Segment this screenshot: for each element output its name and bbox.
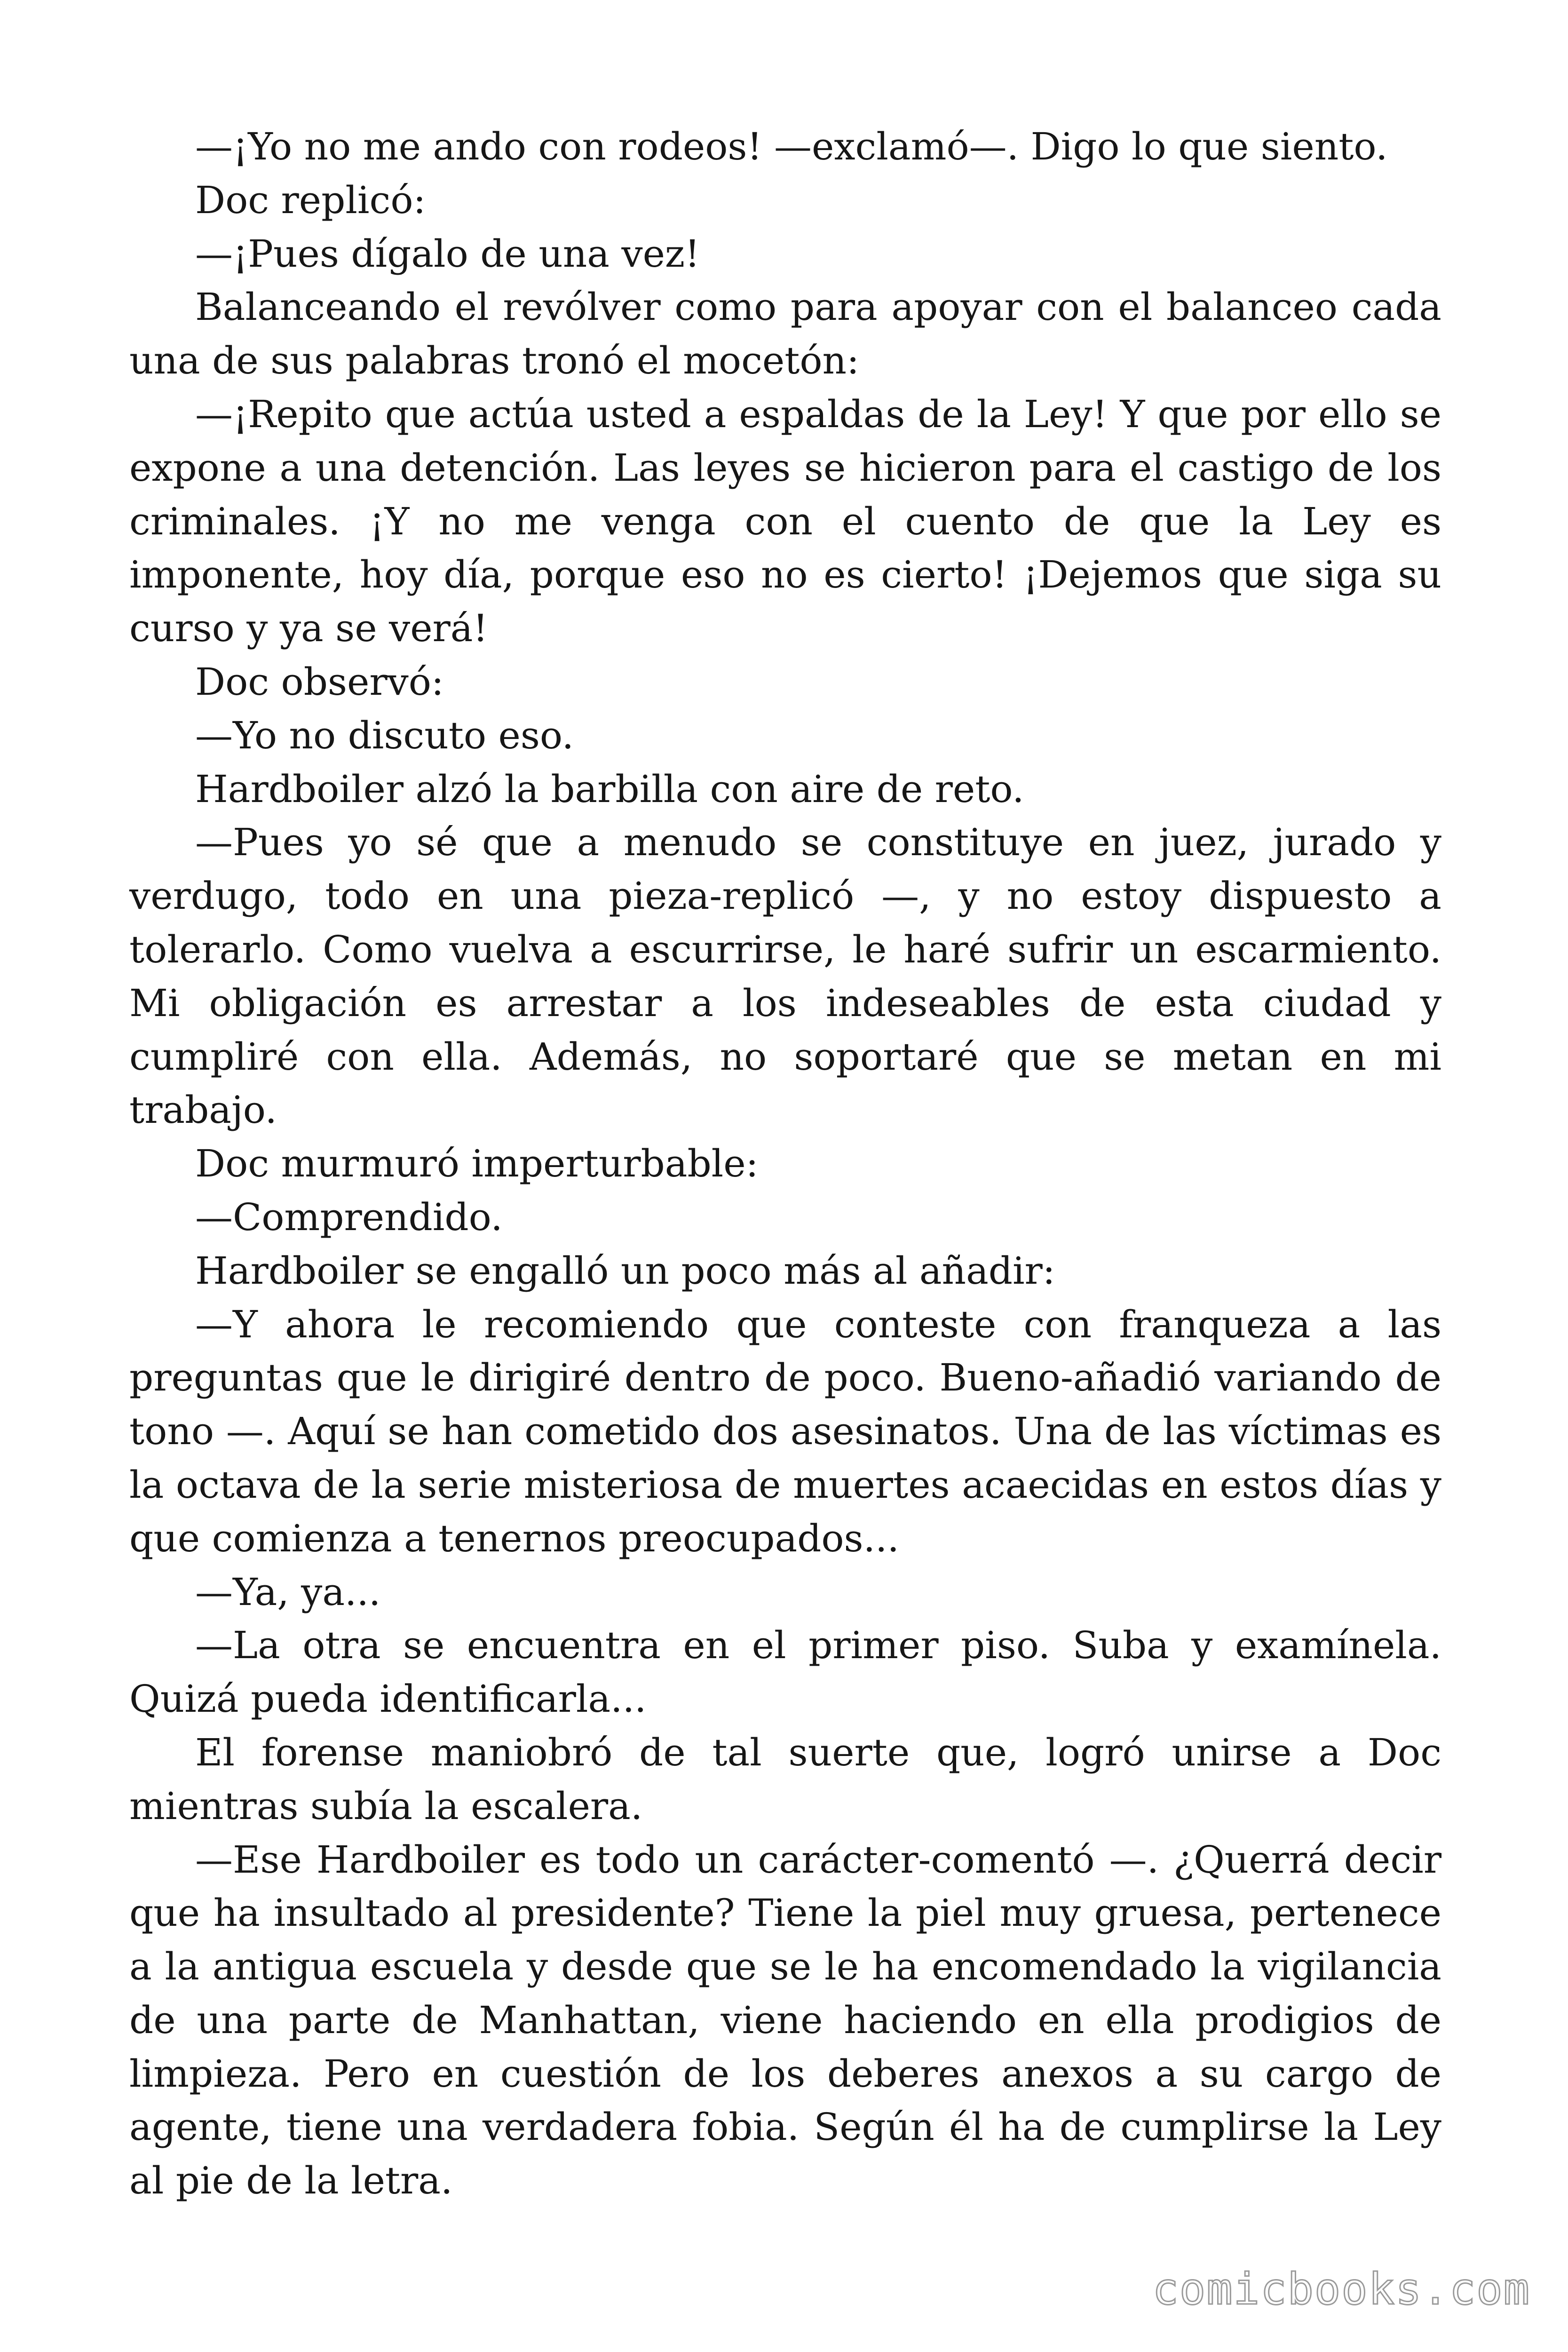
paragraph: El forense maniobró de tal suerte que, logró unirse a Doc mientras subía la escalera. [129,1730,1441,1828]
paragraph: —¡Yo no me ando con rodeos! —exclamó—. Digo lo que siento. [195,125,1388,168]
paragraph: Doc observó: [195,660,444,704]
paragraph: —Yo no discuto eso. [195,713,574,757]
paragraph: —Y ahora le recomiendo que conteste con franqueza a las preguntas que le dirigiré dentro de poco. Bueno-añadió variando de tono —. Aquí se han cometido dos asesinatos. Una de las víctimas es la octava de la serie misteriosa de muertes acaecidas en estos días y que comienza a tenernos preocupados... [129,1302,1441,1560]
watermark: comicbooks.com [1152,2264,1530,2314]
paragraph: —¡Pues dígalo de una vez! [195,231,700,276]
paragraph: —Comprendido. [195,1195,503,1239]
paragraph: —Ya, ya... [195,1570,381,1614]
body-text [129,120,1441,2208]
paragraph: —Ese Hardboiler es todo un carácter-comentó —. ¿Querrá decir que ha insultado al presidente? Tiene la piel muy gruesa, pertenece a la antigua escuela y desde que se le ha encomendado la vigilancia de una parte de Manhattan, viene haciendo en ella prodigios de limpieza. Pero en cuestión de los deberes anexos a su cargo de agente, tiene una verdadera fobia. Según él ha de cumplirse la Ley al pie de la letra. [129,1837,1441,2203]
paragraph: Hardboiler alzó la barbilla con aire de reto. [195,767,1024,811]
paragraph: —La otra se encuentra en el primer piso. Suba y examínela. Quizá pueda identificarla... [129,1623,1441,1721]
paragraph: Doc replicó: [195,178,426,222]
paragraph: Doc murmuró imperturbable: [195,1142,759,1186]
paragraph: —¡Repito que actúa usted a espaldas de la Ley! Y que por ello se expone a una detención. Las leyes se hicieron para el castigo de los criminales. ¡Y no me venga con el cuento de que la Ley es imponente, hoy día, porque eso no es cierto! ¡Dejemos que siga su curso y ya se verá! [129,392,1441,651]
paragraph: —Pues yo sé que a menudo se constituye en juez, jurado y verdugo, todo en una pieza-replicó —, y no estoy dispuesto a tolerarlo. Como vuelva a escurrirse, le haré sufrir un escarmiento. Mi obligación es arrestar a los indeseables de esta ciudad y cumpliré con ella. Además, no soportaré que se metan en mi trabajo. [129,820,1441,1132]
paragraph: Hardboiler se engalló un poco más al añadir: [195,1248,1055,1293]
paragraph: Balanceando el revólver como para apoyar con el balanceo cada una de sus palabras tronó el mocetón: [129,285,1441,383]
